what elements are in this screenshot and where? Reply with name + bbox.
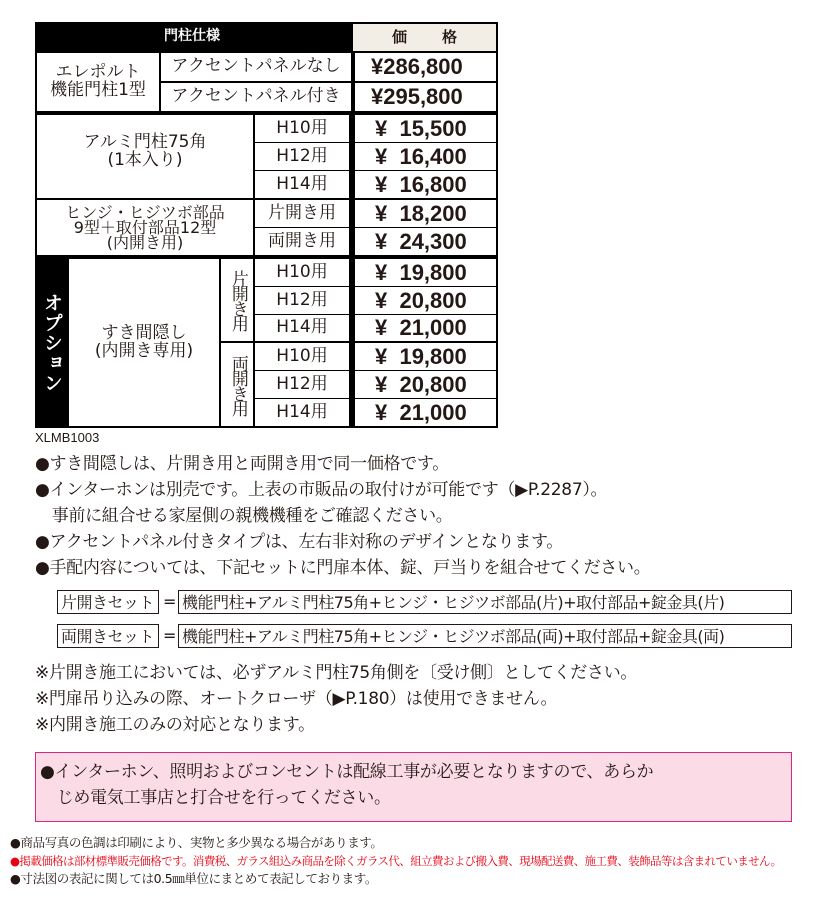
footer-notes bbox=[10, 834, 782, 888]
option-g2-row-2-price: ¥ 20,800 bbox=[355, 371, 496, 398]
note-item: ●インターホンは別売です。上表の市販品の取付けが可能です（▶P.2287）。 bbox=[35, 480, 608, 500]
alumi-name bbox=[37, 115, 253, 198]
footer-note-color: ●商品写真の色調は印刷により、実物と多少異なる場合があります。 bbox=[10, 835, 383, 850]
elepolt-row-2-price: ¥295,800 bbox=[355, 83, 496, 111]
option-g1-row-3-label: H14用 bbox=[255, 315, 349, 341]
option-g2-row-3-label: H14用 bbox=[255, 399, 349, 426]
option-g1-row-2-price: ¥ 20,800 bbox=[355, 287, 496, 314]
option-g2-row-1-label: H10用 bbox=[255, 343, 349, 370]
option-g1-row-1-price: ¥ 19,800 bbox=[355, 259, 496, 286]
set-content-double: 機能門柱+アルミ門柱75角+ヒンジ・ヒジツボ部品(両)+取付部品+錠金具(両) bbox=[178, 624, 792, 648]
note-item: 事前に組合せる家屋側の親機機種をご確認ください。 bbox=[35, 506, 453, 526]
option-g2-row-2-label: H12用 bbox=[255, 371, 349, 398]
hinge-name-line3: (内開き用) bbox=[106, 233, 184, 252]
elepolt-name-line1: エレポルト bbox=[55, 62, 141, 83]
hinge-name-line1: ヒンジ・ヒジツボ部品 bbox=[65, 203, 225, 222]
remark-item: ※片開き施工においては、必ずアルミ門柱75角側を〔受け側〕としてください。 bbox=[35, 663, 638, 683]
option-group-1-label: 片開き用 bbox=[221, 259, 253, 341]
hinge-row-2-price: ¥ 24,300 bbox=[355, 228, 496, 255]
option-g1-row-3-price: ¥ 21,000 bbox=[355, 315, 496, 341]
set-equals-double: = bbox=[163, 626, 177, 645]
remark-item: ※内開き施工のみの対応となります。 bbox=[35, 715, 315, 735]
hinge-name bbox=[37, 200, 253, 255]
price-table bbox=[35, 22, 498, 428]
remarks-list bbox=[35, 660, 637, 738]
wiring-notice-line2: じめ電気工事店と打合せを行ってください。 bbox=[40, 788, 391, 808]
option-g2-row-3-price: ¥ 21,000 bbox=[355, 399, 496, 426]
option-g1-row-2-label: H12用 bbox=[255, 287, 349, 314]
set-equals-single: = bbox=[163, 592, 177, 611]
option-name-line2: (内開き専用) bbox=[94, 340, 194, 361]
header-spec: 門柱仕様 bbox=[35, 22, 349, 51]
option-group-2-label: 両開き用 bbox=[221, 343, 253, 426]
hinge-row-1-label: 片開き用 bbox=[255, 200, 349, 227]
footer-note-price: ●掲載価格は部材標準販売価格です。消費税、ガラス組込み商品を除くガラス代、組立費および搬入費、現場配送費、施工費、装飾品等は含まれていません。 bbox=[10, 854, 782, 868]
hinge-row-1-price: ¥ 18,200 bbox=[355, 200, 496, 227]
hinge-name-line2: 9型＋取付部品12型 bbox=[73, 218, 217, 237]
option-name-line1: すき間隠し bbox=[101, 322, 187, 343]
option-name bbox=[69, 259, 219, 426]
alumi-row-2-label: H12用 bbox=[255, 143, 349, 170]
set-content-single: 機能門柱+アルミ門柱75角+ヒンジ・ヒジツボ部品(片)+取付部品+錠金具(片) bbox=[178, 590, 792, 614]
option-g2-row-1-price: ¥ 19,800 bbox=[355, 343, 496, 370]
alumi-name-line2: (1本入り) bbox=[107, 149, 183, 170]
alumi-row-1-price: ¥ 15,500 bbox=[355, 115, 496, 142]
elepolt-row-1-label: アクセントパネルなし bbox=[161, 53, 351, 81]
alumi-row-3-label: H14用 bbox=[255, 171, 349, 198]
product-code: XLMB1003 bbox=[35, 430, 100, 445]
set-name-single: 片開きセット bbox=[57, 590, 159, 614]
elepolt-name bbox=[37, 53, 159, 111]
wiring-notice-box bbox=[35, 752, 792, 822]
elepolt-row-2-label: アクセントパネル付き bbox=[161, 83, 351, 111]
alumi-row-2-price: ¥ 16,400 bbox=[355, 143, 496, 170]
wiring-notice-line1: ●インターホン、照明およびコンセントは配線工事が必要となりますので、あらか bbox=[40, 762, 654, 782]
elepolt-name-line2: 機能門柱1型 bbox=[50, 80, 146, 100]
footer-note-dimensions: ●寸法図の表記に関しては0.5㎜単位にまとめて表記しております。 bbox=[10, 871, 377, 886]
alumi-name-line1: アルミ門柱75角 bbox=[83, 131, 207, 152]
option-g1-row-1-label: H10用 bbox=[255, 259, 349, 286]
option-side-label: オプション bbox=[35, 259, 67, 426]
note-item: ●すき間隠しは、片開き用と両開き用で同一価格です。 bbox=[35, 454, 449, 474]
remark-item: ※門扉吊り込みの際、オートクローザ（▶P.180）は使用できません。 bbox=[35, 689, 558, 709]
set-name-double: 両開きセット bbox=[57, 624, 159, 648]
alumi-row-1-label: H10用 bbox=[255, 115, 349, 142]
hinge-row-2-label: 両開き用 bbox=[255, 228, 349, 255]
elepolt-row-1-price: ¥286,800 bbox=[355, 53, 496, 81]
notes-list bbox=[35, 451, 650, 581]
note-item: ●アクセントパネル付きタイプは、左右非対称のデザインとなります。 bbox=[35, 532, 563, 552]
note-item: ●手配内容については、下記セットに門扉本体、錠、戸当りを組合せてください。 bbox=[35, 558, 651, 578]
header-price: 価 格 bbox=[353, 24, 496, 51]
alumi-row-3-price: ¥ 16,800 bbox=[355, 171, 496, 198]
